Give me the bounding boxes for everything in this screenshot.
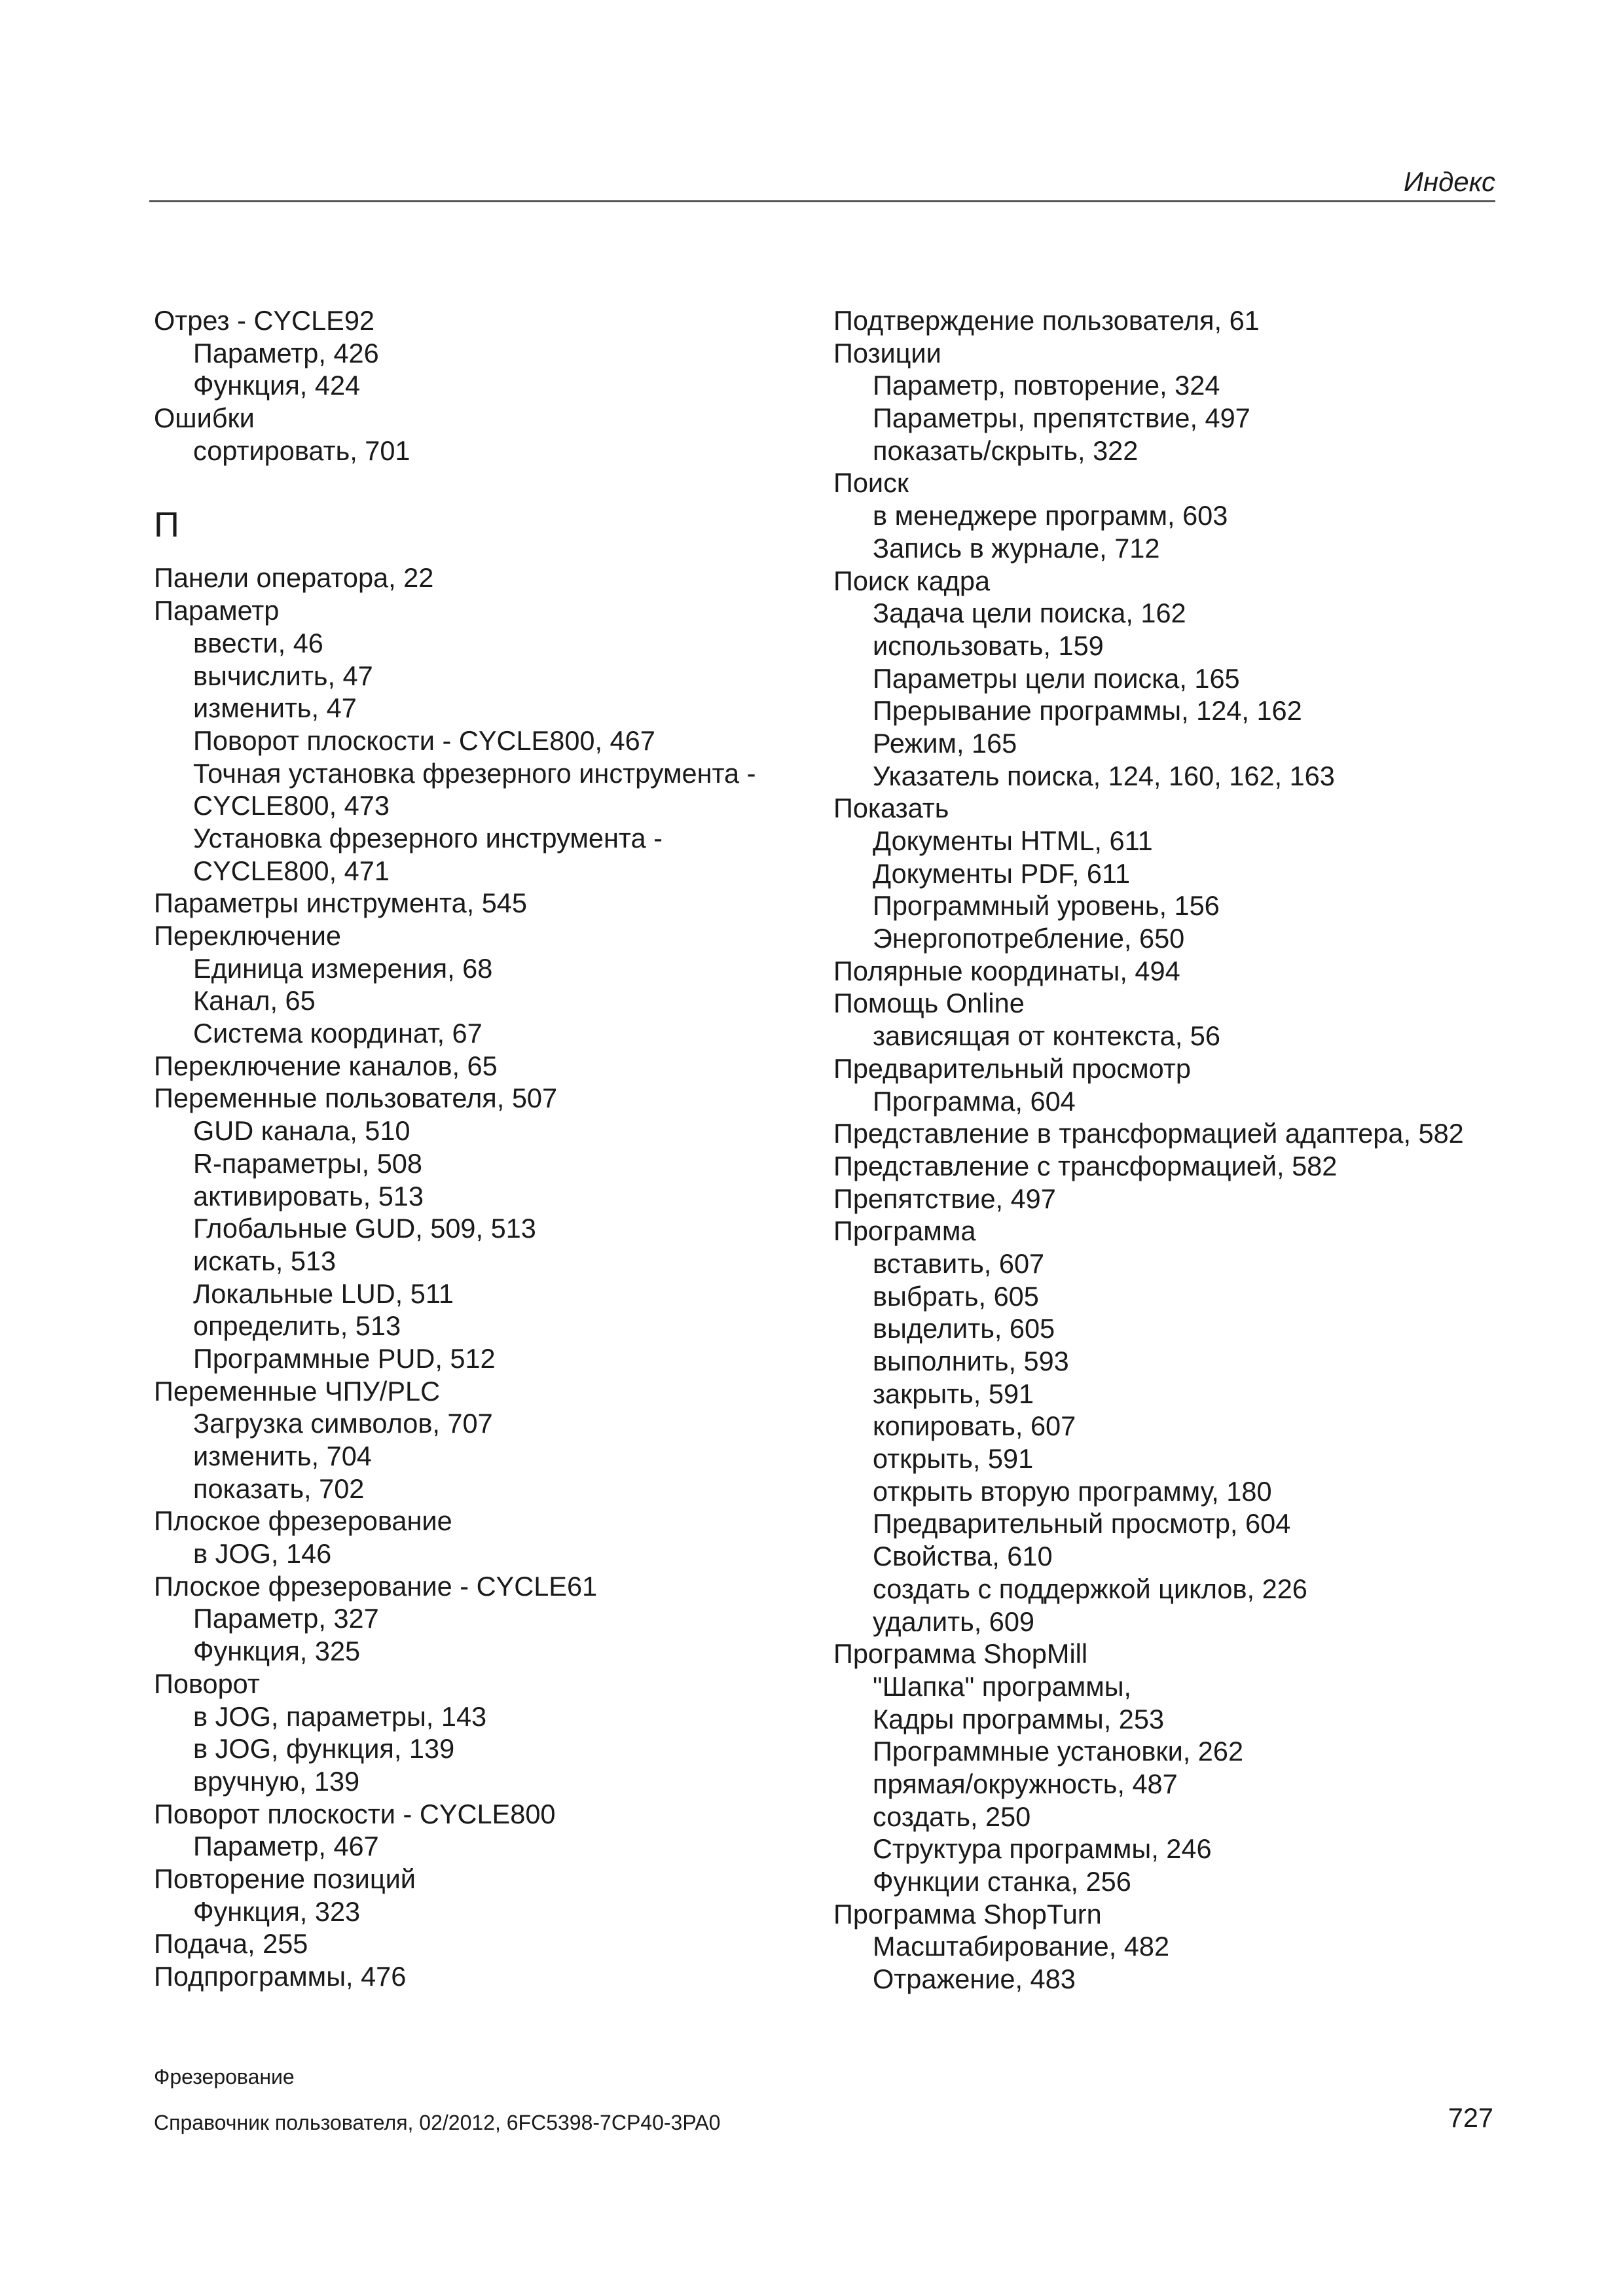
footer-book-title: Фрезерование [154,2065,295,2089]
index-column-right [833,304,1521,1996]
index-subentry: прямая/окружность, 487 [873,1768,1178,1799]
index-subentry: Загрузка символов, 707 [193,1408,493,1439]
index-subentry: создать, 250 [873,1801,1031,1832]
index-entry: Препятствие, 497 [833,1183,1056,1214]
index-subentry: Параметр, 467 [193,1831,379,1862]
index-entry: Поиск [833,467,909,499]
index-subentry: искать, 513 [193,1245,337,1276]
index-subentry: Кадры программы, 253 [873,1703,1165,1734]
index-subentry: Документы PDF, 611 [873,857,1131,889]
index-entry: Поиск кадра [833,565,991,596]
index-subentry: ввести, 46 [193,627,323,658]
index-subentry: Предварительный просмотр, 604 [873,1508,1291,1539]
index-subentry: вычислить, 47 [193,660,373,691]
index-subentry: Режим, 165 [873,727,1017,759]
index-subentry: Глобальные GUD, 509, 513 [193,1213,536,1244]
index-entry: Позиции [833,337,941,368]
header-divider [149,200,1495,202]
running-header-title: Индекс [1403,166,1495,197]
index-entry: Программа ShopMill [833,1638,1088,1670]
index-subentry: Функция, 325 [193,1636,361,1667]
index-subentry: Указатель поиска, 124, 160, 162, 163 [873,760,1335,791]
index-subentry: изменить, 47 [193,692,357,724]
index-entry: Переменные ЧПУ/PLC [154,1375,441,1407]
index-subentry: Функции станка, 256 [873,1866,1131,1897]
index-subentry: Программа, 604 [873,1085,1076,1117]
index-subentry: Параметры цели поиска, 165 [873,662,1240,694]
index-entry: Подача, 255 [154,1928,308,1960]
index-subentry: изменить, 704 [193,1441,372,1471]
index-subentry: выполнить, 593 [873,1346,1069,1376]
index-entry: Плоское фрезерование - CYCLE61 [154,1570,598,1602]
index-entry: Представление с трансформацией, 582 [833,1150,1338,1181]
index-subentry: Установка фрезерного инструмента - [193,822,663,853]
index-entry: Переменные пользователя, 507 [154,1083,558,1114]
index-entry: Показать [833,793,949,824]
index-entry: Параметры инструмента, 545 [154,888,527,919]
index-column-left [154,304,809,1993]
index-subentry: вставить, 607 [873,1247,1045,1279]
index-subentry: в JOG, функция, 139 [193,1733,455,1765]
index-subentry: выбрать, 605 [873,1280,1039,1312]
index-subentry: Система координат, 67 [193,1018,483,1049]
index-entry: Переключение каналов, 65 [154,1050,498,1081]
index-subentry: закрыть, 591 [873,1378,1034,1409]
index-subentry: Параметр, повторение, 324 [873,370,1220,401]
footer-document-reference: Справочник пользователя, 02/2012, 6FC5398-7CP40-3PA0 [154,2111,721,2134]
index-entry: Поворот [154,1668,260,1699]
index-subentry: выделить, 605 [873,1313,1055,1344]
index-subentry: R-параметры, 508 [193,1147,422,1179]
index-entry: Поворот плоскости - CYCLE800 [154,1798,556,1829]
index-subentry: Программный уровень, 156 [873,890,1220,922]
index-entry: Программа [833,1215,976,1247]
index-subentry: копировать, 607 [873,1410,1076,1442]
index-subentry: Структура программы, 246 [873,1833,1212,1865]
index-entry: Подпрограммы, 476 [154,1961,407,1992]
index-subentry: Прерывание программы, 124, 162 [873,695,1302,726]
index-entry: Параметр [154,595,280,626]
index-subentry: Локальные LUD, 511 [193,1278,454,1309]
page-number: 727 [1448,2102,1493,2133]
index-subentry: Масштабирование, 482 [873,1931,1170,1962]
index-subentry: Документы HTML, 611 [873,825,1153,856]
index-entry: Представление в трансформацией адаптера, 582 [833,1118,1464,1149]
index-subentry: Программные установки, 262 [873,1736,1244,1767]
index-entry: Переключение [154,920,342,951]
index-subentry: Задача цели поиска, 162 [873,598,1186,629]
index-subentry: Свойства, 610 [873,1541,1053,1572]
index-subentry: показать, 702 [193,1473,365,1504]
index-entry: Подтверждение пользователя, 61 [833,305,1260,336]
index-subentry: Функция, 323 [193,1895,361,1927]
index-subentry: определить, 513 [193,1310,401,1342]
index-subentry: использовать, 159 [873,630,1104,661]
index-subentry: GUD канала, 510 [193,1115,410,1147]
index-entry: Программа ShopTurn [833,1898,1102,1929]
index-subentry: CYCLE800, 471 [193,855,390,886]
index-subentry: вручную, 139 [193,1765,360,1797]
index-entry: Отрез - CYCLE92 [154,305,374,336]
index-subentry: зависящая от контекста, 56 [873,1020,1220,1052]
index-subentry: "Шапка" программы, [873,1670,1132,1702]
index-section-letter: П [154,505,179,545]
index-subentry: Канал, 65 [193,985,316,1016]
index-subentry: удалить, 609 [873,1605,1034,1637]
index-entry: Панели оператора, 22 [154,562,434,594]
index-subentry: открыть вторую программу, 180 [873,1475,1272,1507]
index-entry: Повторение позиций [154,1863,416,1894]
index-subentry: Параметр, 327 [193,1603,379,1634]
index-subentry: активировать, 513 [193,1180,424,1211]
index-subentry: Поворот плоскости - CYCLE800, 467 [193,725,655,756]
index-subentry: Параметры, препятствие, 497 [873,403,1250,434]
index-subentry: Программные PUD, 512 [193,1342,496,1374]
index-subentry: в JOG, 146 [193,1538,332,1570]
index-subentry: Функция, 424 [193,370,361,401]
index-subentry: сортировать, 701 [193,435,410,466]
index-subentry: открыть, 591 [873,1443,1034,1475]
index-entry: Предварительный просмотр [833,1052,1191,1084]
index-entry: Полярные координаты, 494 [833,955,1180,986]
index-subentry: Параметр, 426 [193,337,379,368]
index-subentry: создать с поддержкой циклов, 226 [873,1573,1307,1604]
index-subentry: Точная установка фрезерного инструмента - [193,757,756,789]
index-entry: Плоское фрезерование [154,1505,452,1537]
index-subentry: CYCLE800, 473 [193,790,390,821]
index-subentry: в JOG, параметры, 143 [193,1700,487,1732]
index-subentry: Энергопотребление, 650 [873,923,1185,954]
index-subentry: Запись в журнале, 712 [873,532,1160,564]
index-entry: Ошибки [154,403,255,434]
index-entry: Помощь Online [833,988,1025,1019]
index-subentry: показать/скрыть, 322 [873,435,1139,466]
index-subentry: Единица измерения, 68 [193,952,493,984]
index-subentry: Отражение, 483 [873,1964,1076,1995]
index-subentry: в менеджере программ, 603 [873,500,1228,531]
